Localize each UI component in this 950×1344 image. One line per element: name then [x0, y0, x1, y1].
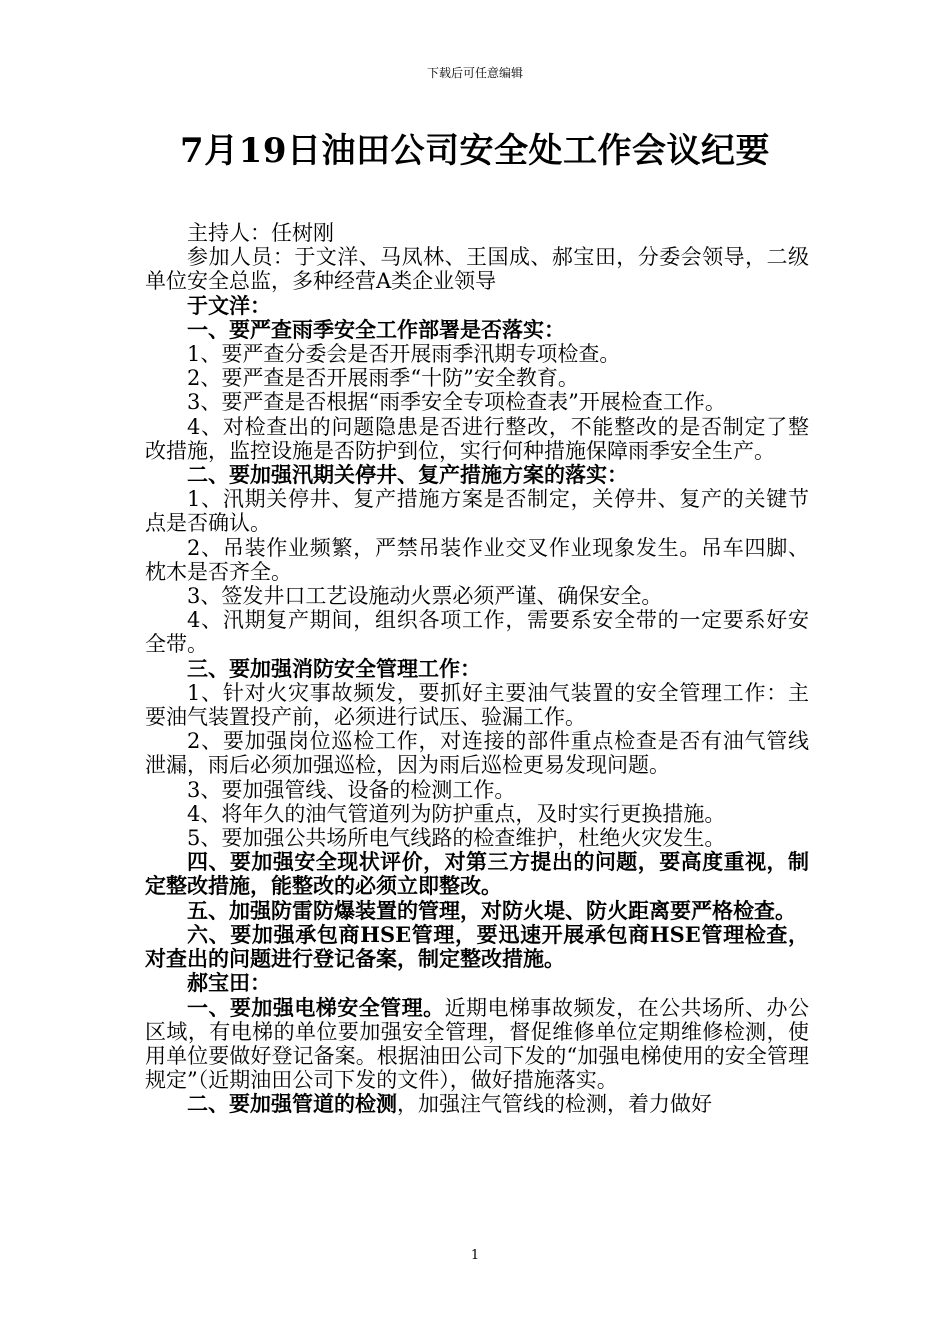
list-item: 4、汛期复产期间，组织各项工作，需要系安全带的一定要系好安全带。	[145, 608, 809, 657]
list-item: 3、签发井口工艺设施动火票必须严谨、确保安全。	[187, 584, 663, 609]
document-body	[145, 221, 809, 1117]
list-item: 1、针对火灾事故频发，要抓好主要油气装置的安全管理工作：主要油气装置投产前，必须进行试压、验漏工作。	[145, 680, 809, 730]
section-heading: 二、要加强汛期关停井、复产措施方案的落实：	[187, 462, 628, 488]
section-paragraph: 五、加强防雷防爆装置的管理，对防火堤、防火距离要严格检查。	[187, 897, 796, 923]
list-item: 4、将年久的油气管道列为防护重点，及时实行更换措施。	[187, 801, 726, 826]
section-paragraph: 六、要加强承包商HSE管理，要迅速开展承包商HSE管理检查，对查出的问题进行登记备案，制定整改措施。	[145, 921, 809, 972]
inline-text: ，加强注气管线的检测，着力做好	[397, 1092, 712, 1117]
attendees-line: 参加人员：于文洋、马凤林、王国成、郝宝田，分委会领导，二级单位安全总监，多种经营A类企业领导	[145, 245, 809, 294]
list-item: 1、汛期关停井、复产措施方案是否制定，关停井、复产的关键节点是否确认。	[145, 487, 809, 536]
list-item: 1、要严查分委会是否开展雨季汛期专项检查。	[187, 342, 621, 367]
inline-text: 近期电梯事故频发，在公共场所、办公区域，有电梯的单位要加强安全管理，督促维修单位定期维修检测，使用单位要做好登记备案。根据油田公司下发的“加强电梯使用的安全管理规定”（近期油田公司下发的文件），做好措施落实。	[145, 995, 810, 1093]
list-item: 2、吊装作业频繁，严禁吊装作业交叉作业现象发生。吊车四脚、枕木是否齐全。	[145, 535, 809, 584]
list-item: 2、要严查是否开展雨季“十防”安全教育。	[187, 366, 579, 391]
header-note: 下载后可任意编辑	[426, 66, 523, 80]
list-item: 5、要加强公共场所电气线路的检查维护，杜绝火灾发生。	[187, 826, 726, 851]
page-number: 1	[470, 1248, 480, 1263]
section-heading: 三、要加强消防安全管理工作：	[187, 655, 481, 681]
inline-heading: 二、要加强管道的检测	[187, 1091, 397, 1117]
speaker-name: 郝宝田：	[187, 970, 271, 996]
list-item: 2、要加强岗位巡检工作，对连接的部件重点检查是否有油气管线泄漏，雨后必须加强巡检，因为雨后巡检更易发现问题。	[145, 729, 809, 778]
section-heading: 一、要严查雨季安全工作部署是否落实：	[187, 316, 565, 342]
host-line: 主持人：任树刚	[187, 221, 334, 245]
speaker-name: 于文洋：	[187, 292, 271, 318]
list-item: 3、要严查是否根据“雨季安全专项检查表”开展检查工作。	[187, 390, 726, 415]
section-paragraph	[145, 1092, 809, 1116]
list-item: 3、要加强管线、设备的检测工作。	[187, 777, 516, 802]
document-title: 7月19日油田公司安全处工作会议纪要	[180, 131, 770, 171]
list-item: 4、对检查出的问题隐患是否进行整改，不能整改的是否制定了整改措施，监控设施是否防护到位，实行何种措施保障雨季安全生产。	[145, 414, 809, 463]
section-paragraph	[145, 996, 809, 1093]
section-paragraph: 四、要加强安全现状评价，对第三方提出的问题，要高度重视，制定整改措施，能整改的必须立即整改。	[145, 849, 809, 899]
inline-heading: 一、要加强电梯安全管理。	[187, 994, 445, 1020]
